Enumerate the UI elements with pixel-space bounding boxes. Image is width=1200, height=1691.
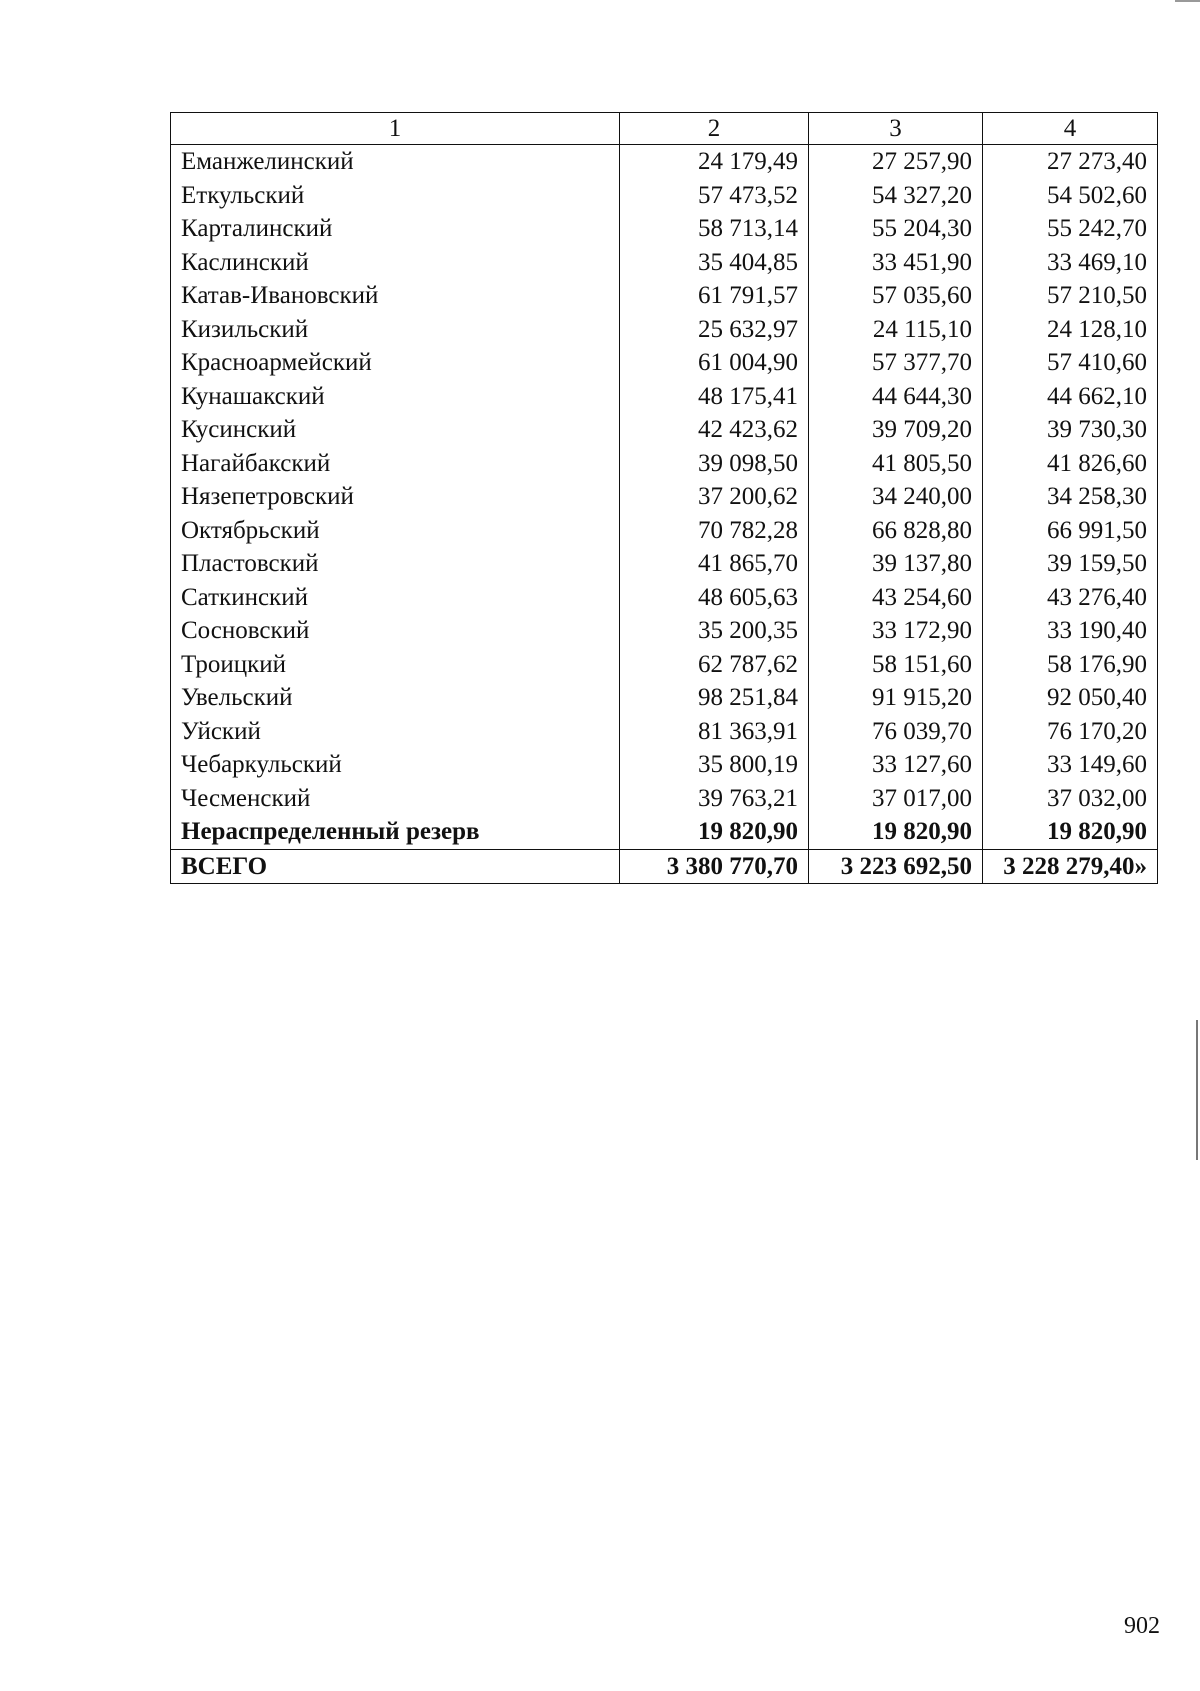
value-col-3: 33 172,90 [809, 614, 983, 648]
value-col-3: 27 257,90 [809, 145, 983, 179]
value-col-2: 25 632,97 [620, 313, 809, 347]
table-row [171, 614, 1158, 648]
value-col-4: 39 159,50 [983, 547, 1158, 581]
value-col-4: 37 032,00 [983, 782, 1158, 816]
table-footer [171, 815, 1158, 884]
district-name: Пластовский [171, 547, 620, 581]
value-col-4: 57 210,50 [983, 279, 1158, 313]
value-col-3: 39 709,20 [809, 413, 983, 447]
table-row [171, 246, 1158, 280]
value-col-2: 41 865,70 [620, 547, 809, 581]
district-name: Кусинский [171, 413, 620, 447]
budget-table [170, 112, 1158, 884]
total-col-3: 3 223 692,50 [809, 849, 983, 884]
value-col-3: 39 137,80 [809, 547, 983, 581]
reserve-row [171, 815, 1158, 849]
value-col-4: 39 730,30 [983, 413, 1158, 447]
value-col-2: 62 787,62 [620, 648, 809, 682]
district-name: Карталинский [171, 212, 620, 246]
value-col-2: 39 098,50 [620, 447, 809, 481]
table-row [171, 681, 1158, 715]
value-col-2: 61 791,57 [620, 279, 809, 313]
value-col-2: 81 363,91 [620, 715, 809, 749]
value-col-4: 33 149,60 [983, 748, 1158, 782]
value-col-2: 35 200,35 [620, 614, 809, 648]
value-col-4: 58 176,90 [983, 648, 1158, 682]
total-col-4: 3 228 279,40» [983, 849, 1158, 884]
district-name: Увельский [171, 681, 620, 715]
value-col-2: 48 175,41 [620, 380, 809, 414]
district-name: Кунашакский [171, 380, 620, 414]
value-col-2: 42 423,62 [620, 413, 809, 447]
district-name: Еткульский [171, 179, 620, 213]
table-row [171, 715, 1158, 749]
header-col-3: 3 [809, 113, 983, 145]
value-col-2: 24 179,49 [620, 145, 809, 179]
table-row [171, 447, 1158, 481]
table-row [171, 313, 1158, 347]
value-col-3: 33 451,90 [809, 246, 983, 280]
value-col-2: 35 404,85 [620, 246, 809, 280]
value-col-2: 57 473,52 [620, 179, 809, 213]
value-col-4: 27 273,40 [983, 145, 1158, 179]
header-col-1: 1 [171, 113, 620, 145]
table-row [171, 413, 1158, 447]
reserve-col-3: 19 820,90 [809, 815, 983, 849]
total-row [171, 849, 1158, 884]
district-name: Кизильский [171, 313, 620, 347]
value-col-3: 24 115,10 [809, 313, 983, 347]
header-col-4: 4 [983, 113, 1158, 145]
value-col-4: 41 826,60 [983, 447, 1158, 481]
district-name: Чебаркульский [171, 748, 620, 782]
value-col-4: 33 190,40 [983, 614, 1158, 648]
table-row [171, 380, 1158, 414]
value-col-3: 57 377,70 [809, 346, 983, 380]
district-name: Саткинский [171, 581, 620, 615]
district-name: Каслинский [171, 246, 620, 280]
value-col-4: 34 258,30 [983, 480, 1158, 514]
value-col-3: 57 035,60 [809, 279, 983, 313]
value-col-3: 76 039,70 [809, 715, 983, 749]
value-col-2: 98 251,84 [620, 681, 809, 715]
header-col-2: 2 [620, 113, 809, 145]
value-col-4: 43 276,40 [983, 581, 1158, 615]
table-row [171, 212, 1158, 246]
value-col-4: 33 469,10 [983, 246, 1158, 280]
value-col-2: 35 800,19 [620, 748, 809, 782]
table-row [171, 279, 1158, 313]
table-row [171, 145, 1158, 179]
value-col-3: 41 805,50 [809, 447, 983, 481]
table-row [171, 782, 1158, 816]
reserve-col-2: 19 820,90 [620, 815, 809, 849]
table-row [171, 547, 1158, 581]
page-number: 902 [1124, 1613, 1160, 1639]
value-col-3: 66 828,80 [809, 514, 983, 548]
district-name: Чесменский [171, 782, 620, 816]
table-row [171, 480, 1158, 514]
value-col-3: 55 204,30 [809, 212, 983, 246]
table-row [171, 581, 1158, 615]
total-col-2: 3 380 770,70 [620, 849, 809, 884]
value-col-3: 58 151,60 [809, 648, 983, 682]
value-col-4: 92 050,40 [983, 681, 1158, 715]
value-col-4: 66 991,50 [983, 514, 1158, 548]
district-name: Уйский [171, 715, 620, 749]
district-name: Еманжелинский [171, 145, 620, 179]
value-col-4: 24 128,10 [983, 313, 1158, 347]
table-row [171, 648, 1158, 682]
district-name: Октябрьский [171, 514, 620, 548]
district-name: Красноармейский [171, 346, 620, 380]
value-col-3: 43 254,60 [809, 581, 983, 615]
value-col-4: 55 242,70 [983, 212, 1158, 246]
total-name: ВСЕГО [171, 849, 620, 884]
value-col-4: 76 170,20 [983, 715, 1158, 749]
district-name: Нязепетровский [171, 480, 620, 514]
scan-edge-mark [1196, 1020, 1198, 1160]
value-col-2: 37 200,62 [620, 480, 809, 514]
value-col-2: 39 763,21 [620, 782, 809, 816]
scan-edge-mark-top [1175, 0, 1200, 2]
value-col-3: 34 240,00 [809, 480, 983, 514]
value-col-2: 48 605,63 [620, 581, 809, 615]
value-col-4: 57 410,60 [983, 346, 1158, 380]
value-col-2: 61 004,90 [620, 346, 809, 380]
table-row [171, 748, 1158, 782]
district-name: Нагайбакский [171, 447, 620, 481]
table-header [171, 113, 1158, 145]
reserve-name: Нераспределенный резерв [171, 815, 620, 849]
table-row [171, 514, 1158, 548]
value-col-2: 58 713,14 [620, 212, 809, 246]
table-body [171, 145, 1158, 816]
value-col-4: 44 662,10 [983, 380, 1158, 414]
reserve-col-4: 19 820,90 [983, 815, 1158, 849]
table-row [171, 179, 1158, 213]
header-row [171, 113, 1158, 145]
value-col-3: 44 644,30 [809, 380, 983, 414]
value-col-2: 70 782,28 [620, 514, 809, 548]
table-row [171, 346, 1158, 380]
value-col-3: 37 017,00 [809, 782, 983, 816]
value-col-3: 91 915,20 [809, 681, 983, 715]
district-name: Катав-Ивановский [171, 279, 620, 313]
value-col-3: 33 127,60 [809, 748, 983, 782]
district-name: Троицкий [171, 648, 620, 682]
value-col-4: 54 502,60 [983, 179, 1158, 213]
district-name: Сосновский [171, 614, 620, 648]
value-col-3: 54 327,20 [809, 179, 983, 213]
